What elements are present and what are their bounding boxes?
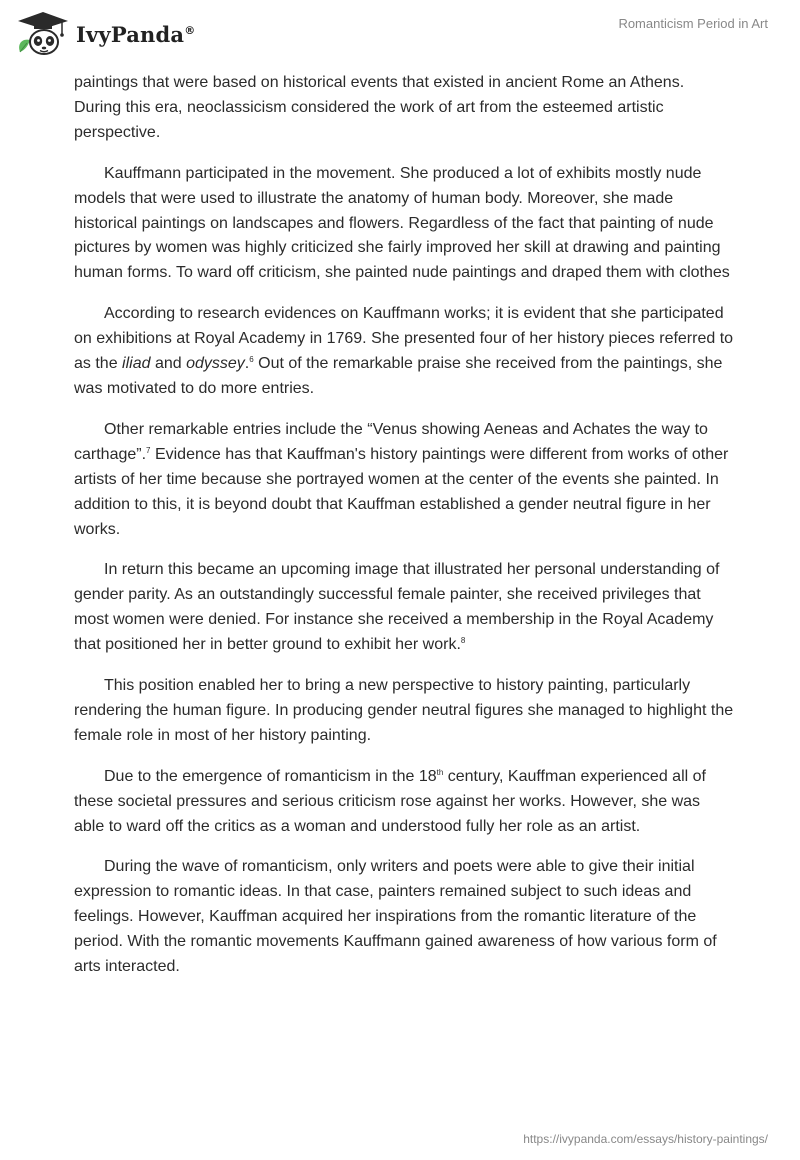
paragraph bbox=[74, 302, 734, 402]
text-run: and bbox=[150, 355, 187, 373]
paragraph bbox=[74, 674, 734, 749]
footnote-ref: 8 bbox=[460, 636, 466, 646]
paragraph bbox=[74, 855, 734, 980]
paragraph bbox=[74, 418, 734, 543]
paragraph bbox=[74, 162, 734, 287]
italic-text: iliad bbox=[122, 355, 151, 373]
paragraph bbox=[74, 765, 734, 840]
footnote-ref: th bbox=[436, 767, 444, 777]
text-run: century, Kauffman experienced all of these societal pressures and serious criticism rose against her works. However, she was able to ward off the critics as a woman and understood fully her role as an artist. bbox=[74, 767, 706, 835]
page-header bbox=[0, 0, 800, 70]
text-run: Kauffmann participated in the movement. She produced a lot of exhibits mostly nude models that were used to illustrate the anatomy of human body. Moreover, she made historical paintings on landscapes and flowers. Regardless of the fact that painting of nude pictures by women was highly criticized she fairly improved her skill at drawing and painting human forms. To ward off criticism, she painted nude paintings and draped them with clothes bbox=[74, 164, 730, 282]
essay-body bbox=[74, 71, 734, 996]
text-run: In return this became an upcoming image that illustrated her personal understanding of gender parity. As an outstandingly successful female painter, she received privileges that most women were denied. For instance she received a membership in the Royal Academy that positioned her in better ground to exhibit her work. bbox=[74, 561, 720, 654]
text-run: Out of the remarkable praise she received from the paintings, she was motivated to do more entries. bbox=[74, 355, 723, 397]
text-run: Due to the emergence of romanticism in the 18 bbox=[104, 767, 437, 785]
source-url[interactable]: https://ivypanda.com/essays/history-paintings/ bbox=[523, 1132, 768, 1146]
ivypanda-logo[interactable] bbox=[14, 8, 195, 56]
panda-graduation-cap-icon bbox=[14, 8, 72, 56]
paragraph bbox=[74, 71, 734, 146]
italic-text: odyssey bbox=[186, 355, 245, 373]
text-run: This position enabled her to bring a new perspective to history painting, particularly rendering the human figure. In producing gender neutral figures she managed to highlight the female role in most of her history painting. bbox=[74, 677, 734, 744]
paragraph bbox=[74, 558, 734, 658]
text-run: . bbox=[244, 355, 250, 373]
footnote-ref: 7 bbox=[146, 445, 151, 455]
text-run: During the wave of romanticism, only writers and poets were able to give their initial expression to romantic ideas. In that case, painters remained subject to such ideas and feelings. However, Kauffman acquired her inspirations from the romantic literature of the period. With the romantic movements Kauffmann gained awareness of how various form of arts interacted. bbox=[74, 858, 717, 976]
document-title: Romanticism Period in Art bbox=[618, 16, 768, 31]
brand-name: IvyPanda® bbox=[76, 21, 196, 47]
text-run: Other remarkable entries include the “Venus showing Aeneas and Achates the way to carthage”. bbox=[74, 420, 708, 463]
text-run: paintings that were based on historical events that existed in ancient Rome an Athens. During this era, neoclassicism considered the work of art from the esteemed artistic perspective. bbox=[74, 74, 685, 141]
text-run: According to research evidences on Kauffmann works; it is evident that she participated on exhibitions at Royal Academy in 1769. She presented four of her history pieces referred to as the bbox=[74, 305, 734, 373]
footnote-ref: 6 bbox=[249, 355, 254, 365]
text-run: Evidence has that Kauffman's history paintings were different from works of other artists of her time because she portrayed women at the center of the events she painted. In addition to this, it is beyond doubt that Kauffman established a gender neutral figure in her works. bbox=[74, 445, 729, 538]
